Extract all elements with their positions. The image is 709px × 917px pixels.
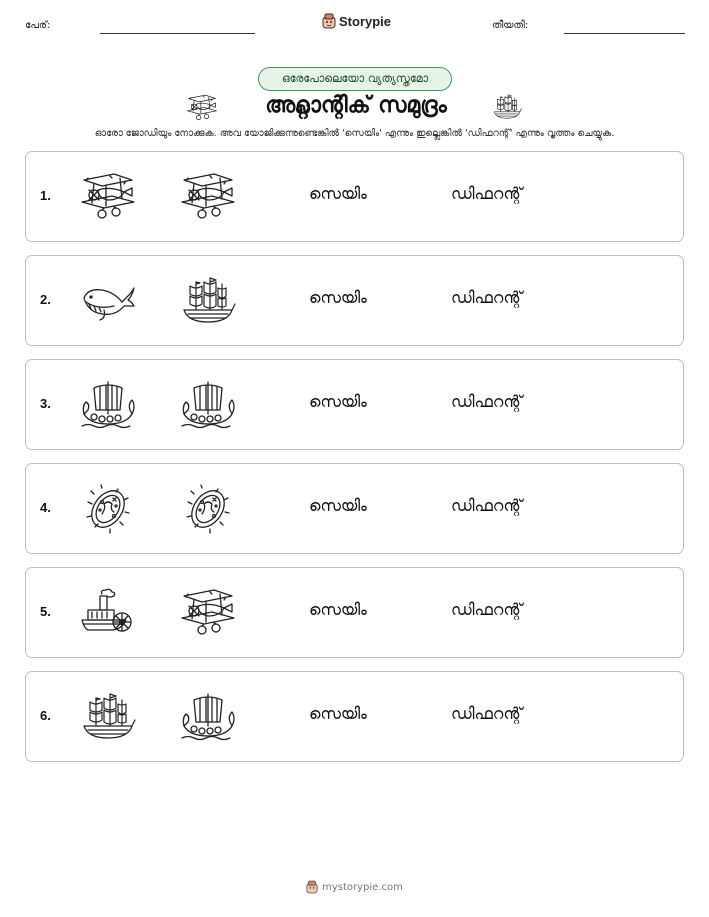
name-label: പേര്: — [25, 20, 51, 31]
question-row — [25, 463, 684, 554]
biplane-title-icon — [186, 94, 218, 122]
steamboat-icon — [80, 588, 136, 638]
footer — [0, 880, 709, 897]
different-option[interactable]: ഡിഫറന്റ് — [451, 704, 523, 723]
storypie-footer-icon — [306, 880, 318, 894]
question-number: 6. — [40, 708, 51, 723]
question-number: 1. — [40, 188, 51, 203]
instructions: ഓരോ ജോഡിയും നോക്കുക. അവ യോജിക്കുന്നുണ്ടെങ്കിൽ 'സെയിം' എന്നും ഇല്ലെങ്കിൽ 'ഡിഫറന്റ്' എന്നും വൃത്തം ചെയ്യുക. — [94, 128, 615, 139]
biplane-icon — [180, 588, 236, 638]
different-option[interactable]: ഡിഫറന്റ് — [451, 392, 523, 411]
question-row — [25, 255, 684, 346]
badge-text: ഒരേപോലെയോ വ്യത്യസ്തമോ — [281, 72, 429, 85]
galleon-icon — [80, 692, 136, 742]
plankton-icon — [180, 484, 236, 534]
question-row — [25, 151, 684, 242]
same-option[interactable]: സെയിം — [309, 184, 367, 203]
question-row — [25, 359, 684, 450]
galleon-title-icon — [492, 93, 522, 121]
same-option[interactable]: സെയിം — [309, 704, 367, 723]
plankton-icon — [80, 484, 136, 534]
whale-icon — [80, 276, 136, 326]
brand-logo — [322, 13, 391, 29]
name-line[interactable] — [100, 33, 255, 34]
brand-name: Storypie — [339, 13, 392, 29]
worksheet-type-badge — [258, 67, 452, 91]
galleon-icon — [180, 276, 236, 326]
question-number: 3. — [40, 396, 51, 411]
same-option[interactable]: സെയിം — [309, 600, 367, 619]
different-option[interactable]: ഡിഫറന്റ് — [451, 496, 523, 515]
date-line[interactable] — [564, 33, 685, 34]
footer-url[interactable]: mystorypie.com — [322, 881, 403, 893]
biplane-icon — [180, 172, 236, 222]
date-label: തീയതി: — [492, 20, 529, 31]
same-option[interactable]: സെയിം — [309, 496, 367, 515]
page-title: അറ്റ്ലാന്റിക് സമുദ്രം — [265, 93, 447, 118]
question-number: 2. — [40, 292, 51, 307]
viking-ship-icon — [80, 380, 136, 430]
question-number: 5. — [40, 604, 51, 619]
viking-ship-icon — [180, 692, 236, 742]
different-option[interactable]: ഡിഫറന്റ് — [451, 288, 523, 307]
same-option[interactable]: സെയിം — [309, 288, 367, 307]
question-row — [25, 567, 684, 658]
different-option[interactable]: ഡിഫറന്റ് — [451, 184, 523, 203]
same-option[interactable]: സെയിം — [309, 392, 367, 411]
storypie-logo-icon — [322, 13, 336, 29]
question-number: 4. — [40, 500, 51, 515]
biplane-icon — [80, 172, 136, 222]
viking-ship-icon — [180, 380, 236, 430]
different-option[interactable]: ഡിഫറന്റ് — [451, 600, 523, 619]
question-row — [25, 671, 684, 762]
